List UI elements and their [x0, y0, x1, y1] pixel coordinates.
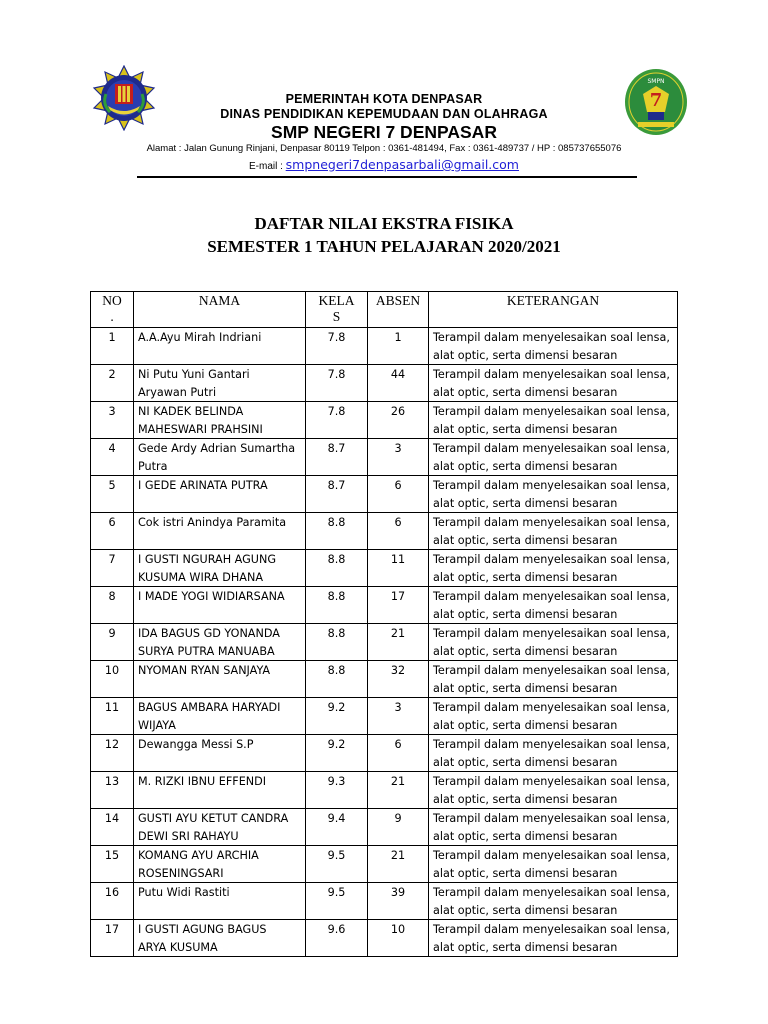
cell-absen: 11: [368, 550, 429, 587]
cell-kelas: 9.5: [306, 846, 368, 883]
cell-no: 17: [91, 920, 134, 957]
cell-no: 9: [91, 624, 134, 661]
letterhead-government: PEMERINTAH KOTA DENPASAR: [285, 92, 483, 106]
table-row: [91, 550, 678, 587]
table-row: [91, 846, 678, 883]
header-absen: ABSEN: [368, 292, 429, 328]
cell-absen: 10: [368, 920, 429, 957]
cell-keterangan: Terampil dalam menyelesaikan soal lensa, alat optic, serta dimensi besaran: [429, 328, 678, 365]
cell-no: 7: [91, 550, 134, 587]
cell-keterangan: Terampil dalam menyelesaikan soal lensa, alat optic, serta dimensi besaran: [429, 846, 678, 883]
cell-absen: 3: [368, 439, 429, 476]
cell-no: 4: [91, 439, 134, 476]
emblem-number: 7: [649, 90, 663, 111]
cell-kelas: 8.8: [306, 661, 368, 698]
grades-table: [90, 291, 678, 957]
cell-absen: 32: [368, 661, 429, 698]
cell-kelas: 9.2: [306, 698, 368, 735]
table-row: [91, 365, 678, 402]
cell-keterangan: Terampil dalam menyelesaikan soal lensa, alat optic, serta dimensi besaran: [429, 772, 678, 809]
cell-nama: I GUSTI AGUNG BAGUS ARYA KUSUMA: [134, 920, 306, 957]
cell-keterangan: Terampil dalam menyelesaikan soal lensa, alat optic, serta dimensi besaran: [429, 365, 678, 402]
cell-absen: 9: [368, 809, 429, 846]
cell-keterangan: Terampil dalam menyelesaikan soal lensa, alat optic, serta dimensi besaran: [429, 476, 678, 513]
email-link[interactable]: smpnegeri7denpasarbali@gmail.com: [285, 157, 519, 172]
cell-no: 12: [91, 735, 134, 772]
header-nama: NAMA: [134, 292, 306, 328]
table-row: [91, 661, 678, 698]
cell-kelas: 9.2: [306, 735, 368, 772]
cell-no: 5: [91, 476, 134, 513]
cell-nama: I GEDE ARINATA PUTRA: [134, 476, 306, 513]
cell-kelas: 8.8: [306, 624, 368, 661]
letterhead-school-name: SMP NEGERI 7 DENPASAR: [271, 122, 497, 142]
table-row: [91, 439, 678, 476]
cell-keterangan: Terampil dalam menyelesaikan soal lensa, alat optic, serta dimensi besaran: [429, 698, 678, 735]
cell-kelas: 8.8: [306, 550, 368, 587]
cell-keterangan: Terampil dalam menyelesaikan soal lensa, alat optic, serta dimensi besaran: [429, 587, 678, 624]
cell-absen: 3: [368, 698, 429, 735]
document-title: DAFTAR NILAI EKSTRA FISIKA: [254, 214, 514, 233]
cell-nama: BAGUS AMBARA HARYADI WIJAYA: [134, 698, 306, 735]
letterhead-department: DINAS PENDIDIKAN KEPEMUDAAN DAN OLAHRAGA: [220, 107, 548, 121]
cell-absen: 21: [368, 772, 429, 809]
document-subtitle: SEMESTER 1 TAHUN PELAJARAN 2020/2021: [207, 237, 561, 256]
cell-absen: 39: [368, 883, 429, 920]
table-row: [91, 402, 678, 439]
cell-keterangan: Terampil dalam menyelesaikan soal lensa, alat optic, serta dimensi besaran: [429, 735, 678, 772]
cell-kelas: 8.8: [306, 513, 368, 550]
cell-kelas: 7.8: [306, 328, 368, 365]
cell-no: 1: [91, 328, 134, 365]
cell-keterangan: Terampil dalam menyelesaikan soal lensa, alat optic, serta dimensi besaran: [429, 513, 678, 550]
cell-kelas: 7.8: [306, 365, 368, 402]
cell-absen: 17: [368, 587, 429, 624]
cell-kelas: 9.4: [306, 809, 368, 846]
cell-no: 10: [91, 661, 134, 698]
cell-kelas: 9.6: [306, 920, 368, 957]
letterhead-divider: [137, 176, 637, 178]
table-row: [91, 883, 678, 920]
cell-kelas: 9.3: [306, 772, 368, 809]
table-row: [91, 624, 678, 661]
cell-absen: 6: [368, 513, 429, 550]
cell-keterangan: Terampil dalam menyelesaikan soal lensa, alat optic, serta dimensi besaran: [429, 661, 678, 698]
cell-kelas: 8.7: [306, 476, 368, 513]
cell-keterangan: Terampil dalam menyelesaikan soal lensa, alat optic, serta dimensi besaran: [429, 624, 678, 661]
cell-nama: NI KADEK BELINDA MAHESWARI PRAHSINI: [134, 402, 306, 439]
cell-no: 3: [91, 402, 134, 439]
cell-nama: GUSTI AYU KETUT CANDRA DEWI SRI RAHAYU: [134, 809, 306, 846]
cell-absen: 21: [368, 846, 429, 883]
letterhead-address: Alamat : Jalan Gunung Rinjani, Denpasar 80119 Telpon : 0361-481494, Fax : 0361-489737 / HP : 085737655076: [146, 143, 622, 154]
header-no: NO .: [91, 292, 134, 328]
cell-absen: 6: [368, 735, 429, 772]
cell-kelas: 8.7: [306, 439, 368, 476]
table-row: [91, 587, 678, 624]
table-row: [91, 735, 678, 772]
header-keterangan: KETERANGAN: [429, 292, 678, 328]
cell-nama: I MADE YOGI WIDIARSANA: [134, 587, 306, 624]
cell-keterangan: Terampil dalam menyelesaikan soal lensa, alat optic, serta dimensi besaran: [429, 920, 678, 957]
cell-nama: Gede Ardy Adrian Sumartha Putra: [134, 439, 306, 476]
cell-nama: A.A.Ayu Mirah Indriani: [134, 328, 306, 365]
cell-no: 2: [91, 365, 134, 402]
table-row: [91, 513, 678, 550]
cell-no: 11: [91, 698, 134, 735]
cell-no: 16: [91, 883, 134, 920]
cell-nama: NYOMAN RYAN SANJAYA: [134, 661, 306, 698]
letterhead-email-line: [0, 157, 768, 172]
cell-no: 13: [91, 772, 134, 809]
cell-absen: 26: [368, 402, 429, 439]
table-row: [91, 920, 678, 957]
table-row: [91, 698, 678, 735]
cell-keterangan: Terampil dalam menyelesaikan soal lensa, alat optic, serta dimensi besaran: [429, 883, 678, 920]
cell-no: 6: [91, 513, 134, 550]
cell-nama: IDA BAGUS GD YONANDA SURYA PUTRA MANUABA: [134, 624, 306, 661]
cell-kelas: 8.8: [306, 587, 368, 624]
cell-no: 15: [91, 846, 134, 883]
table-row: [91, 772, 678, 809]
cell-nama: Cok istri Anindya Paramita: [134, 513, 306, 550]
cell-kelas: 9.5: [306, 883, 368, 920]
table-header-row: [91, 292, 678, 328]
cell-nama: KOMANG AYU ARCHIA ROSENINGSARI: [134, 846, 306, 883]
cell-nama: Ni Putu Yuni Gantari Aryawan Putri: [134, 365, 306, 402]
cell-keterangan: Terampil dalam menyelesaikan soal lensa, alat optic, serta dimensi besaran: [429, 550, 678, 587]
cell-absen: 1: [368, 328, 429, 365]
cell-keterangan: Terampil dalam menyelesaikan soal lensa, alat optic, serta dimensi besaran: [429, 439, 678, 476]
cell-absen: 6: [368, 476, 429, 513]
header-kelas: KELA S: [306, 292, 368, 328]
cell-keterangan: Terampil dalam menyelesaikan soal lensa, alat optic, serta dimensi besaran: [429, 402, 678, 439]
table-row: [91, 809, 678, 846]
cell-nama: Dewangga Messi S.P: [134, 735, 306, 772]
table-row: [91, 476, 678, 513]
cell-nama: I GUSTI NGURAH AGUNG KUSUMA WIRA DHANA: [134, 550, 306, 587]
emblem-text: SMPN: [647, 78, 665, 85]
cell-no: 8: [91, 587, 134, 624]
cell-kelas: 7.8: [306, 402, 368, 439]
email-label: E-mail :: [249, 161, 286, 172]
cell-absen: 21: [368, 624, 429, 661]
cell-absen: 44: [368, 365, 429, 402]
table-row: [91, 328, 678, 365]
cell-no: 14: [91, 809, 134, 846]
cell-nama: Putu Widi Rastiti: [134, 883, 306, 920]
cell-nama: M. RIZKI IBNU EFFENDI: [134, 772, 306, 809]
cell-keterangan: Terampil dalam menyelesaikan soal lensa, alat optic, serta dimensi besaran: [429, 809, 678, 846]
